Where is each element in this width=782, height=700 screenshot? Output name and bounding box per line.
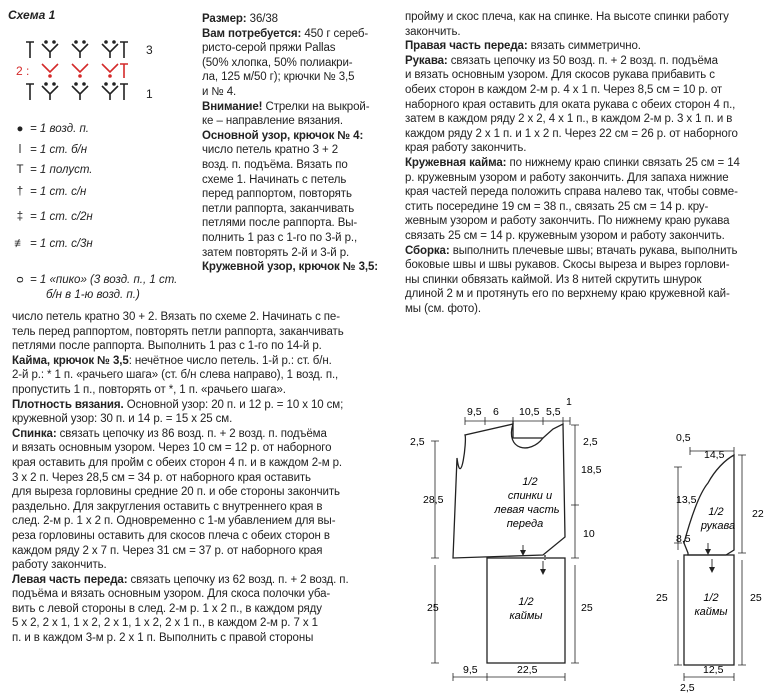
svg-text:2,5: 2,5 xyxy=(410,436,425,448)
legend-treble: ‡ = 1 ст. с/2н xyxy=(10,210,93,225)
svg-text:1/2: 1/2 xyxy=(522,476,538,488)
svg-text:18,5: 18,5 xyxy=(581,464,602,476)
double-crochet-icon: † xyxy=(16,186,24,198)
svg-text:2,5: 2,5 xyxy=(680,682,695,694)
svg-text:10,5: 10,5 xyxy=(519,406,540,418)
row-label-1: 1 xyxy=(146,87,153,101)
picot-icon: ᴑ xyxy=(16,274,24,286)
size-block: Размер: 36/38 Вам потребуется: 450 г сереб- ристо-серой пряжи Pallas (50% хлопка, 50% полиакри- ла, 125 м/50 г); крючки № 3,5 и № 4. Внимание! Стрелки на выкрой- ке – направление вязания. Основной узор, крючок № 4: число петель кратно 3 + 2 возд. п. подъёма. Вязать по схеме 1. Начинать с петель перед раппортом, повторять петли раппорта, заканчивать петлями после раппорта. Вы- полнить 1 раз с 1-го по 3-й р., затем повторять 2-й и 3-й р. Кружевной узор, крючок № 3,5: xyxy=(202,13,378,274)
legend-double: † = 1 ст. с/н xyxy=(10,185,86,200)
svg-text:25: 25 xyxy=(750,592,762,604)
svg-text:13,5: 13,5 xyxy=(676,494,697,506)
svg-text:рукава: рукава xyxy=(700,520,736,532)
body-text-block: число петель кратно 30 + 2. Вязать по схеме 2. Начинать с пе- тель перед раппортом, повторять петли раппорта, заканчивать петлями после раппорта. Выполнить 1 раз с 1-го по 14-й р. Кайма, крючок № 3,5: нечётное число петель. 1-й р.: ст. б/н. 2-й р.: * 1 п. «рачьего шага» (ст. б/н слева направо), 1 возд. п., пропустить 1 п., повторять от *, 1 п. «рачьего шага». Плотность вязания. Основной узор: 20 п. и 12 р. = 10 х 10 см; кружевной узор: 30 п. и 14 р. = 15 х 25 см. Спинка: связать цепочку из 86 возд. п. + 2 возд. п. подъёма и вязать основным узором. Через 10 см = 12 р. от наборного края оставить для пройм с обеих сторон 4 п. и в каждом 2-м р. 3 х 2 п. Через 28,5 см = 34 р. от наборного края оставить для выреза горловины средние 20 п. и обе стороны закончить раздельно. Для закругления оставить с внутреннего края в след. 2-м р. 1 х 2 п. Одновременно с 1-м убавлением для вы- реза горловины оставить для скосов плеча с обеих сторон в каждом ряду 2 х 7 п. Через 31 см = 37 р. от наборного края работу закончить. Левая часть переда: связать цепочку из 62 возд. п. + 2 возд. п. подъёма и вязать основным узором. Для скоса полочки уба- вить с левой стороны в след. 2-м р. 1 х 2 п., в каждом ряду 5 х 2, 2 х 1, 1 х 2, 2 х 1, 1 х 2, 2 х 1 п., в каждом 2-м р. 7 х 1 п. и в каждом 3-м р. 2 х 1 п. Выполнить с правой стороны xyxy=(12,311,349,645)
svg-text:левая часть: левая часть xyxy=(494,504,560,516)
svg-text:8,5: 8,5 xyxy=(676,533,691,545)
chain-stitch-icon: ● xyxy=(16,123,24,135)
svg-text:спинки и: спинки и xyxy=(507,490,553,502)
svg-text:22: 22 xyxy=(752,508,764,520)
svg-text:12,5: 12,5 xyxy=(703,664,724,676)
svg-text:переда: переда xyxy=(506,518,544,530)
row-label-2: 2 xyxy=(16,64,23,78)
single-crochet-icon: ǀ xyxy=(18,144,22,156)
legend-single: ǀ = 1 ст. б/н xyxy=(10,143,87,158)
svg-text:25: 25 xyxy=(427,602,439,614)
sleeve-pattern-diagram xyxy=(656,425,782,700)
svg-text:25: 25 xyxy=(581,602,593,614)
legend-half: T = 1 полуст. xyxy=(10,163,92,178)
svg-text:0,5: 0,5 xyxy=(676,432,691,444)
half-double-icon: T xyxy=(16,164,24,176)
schema-title: Схема 1 xyxy=(8,8,56,22)
legend-picot: ᴑ = 1 «пико» (3 возд. п., 1 ст. б/н в 1-ю возд. п.) xyxy=(10,273,177,302)
treble-crochet-icon: ‡ xyxy=(16,211,24,223)
svg-text:9,5: 9,5 xyxy=(463,664,478,676)
svg-text:каймы: каймы xyxy=(694,606,728,618)
legend-chain: ● = 1 возд. п. xyxy=(10,122,89,137)
svg-text:1/2: 1/2 xyxy=(703,592,719,604)
double-treble-icon: ≢ xyxy=(14,238,26,250)
svg-text:25: 25 xyxy=(656,592,668,604)
crochet-chart xyxy=(16,36,186,106)
svg-text:9,5: 9,5 xyxy=(467,406,482,418)
legend-dtreble: ≢ = 1 ст. с/3н xyxy=(10,237,93,252)
svg-text:2,5: 2,5 xyxy=(583,436,598,448)
body-pattern-diagram xyxy=(405,395,630,695)
svg-text:14,5: 14,5 xyxy=(704,449,725,461)
svg-text:1/2: 1/2 xyxy=(708,506,724,518)
svg-text:28,5: 28,5 xyxy=(423,494,444,506)
row-label-3: 3 xyxy=(146,43,153,57)
svg-text:5,5: 5,5 xyxy=(546,406,561,418)
svg-text:1/2: 1/2 xyxy=(518,596,534,608)
svg-text:6: 6 xyxy=(493,406,499,418)
svg-text:10: 10 xyxy=(583,528,595,540)
right-column-text: пройму и скос плеча, как на спинке. На высоте спинки работу закончить. Правая часть переда: вязать симметрично. Рукава: связать цепочку из 50 возд. п. + 2 возд. п. подъёма и вязать основным узором. Для скосов рукава прибавить с обеих сторон в каждом 2-м р. 4 х 1 п. Через 8,5 см = 10 р. от наборного края оставить для оката рукава с обеих сторон 4 п., затем в каждом ряду 2 х 2, 4 х 1 п., в каждом 2-м р. 3 х 1 п. и в каждом ряду 2 х 1 п. и 1 х 2 п. Через 22 см = 26 р. от наборного края работу закончить. Кружевная кайма: по нижнему краю спинки связать 25 см = 14 р. кружевным узором и работу закончить. Для запаха нижние края частей переда положить справа налево так, чтобы совме- стить посередине 19 см = 38 п., связать 25 см = 14 р. кру- жевным узором и работу закончить. По нижнему краю рукава связать 25 см = 14 р. кружевным узором и работу закончить. Сборка: выполнить плечевые швы; втачать рукава, выполнить боковые швы и швы рукавов. Скосы выреза и вырез горлови- ны спинки обвязать каймой. Из 8 нитей скрутить шнурок длиной 2 м и протянуть его по верхнему краю кружевной кай- мы (см. фото). xyxy=(405,11,740,315)
svg-text:22,5: 22,5 xyxy=(517,664,538,676)
svg-text::: : xyxy=(26,64,30,78)
svg-text:каймы: каймы xyxy=(509,610,543,622)
svg-text:1: 1 xyxy=(566,396,572,408)
